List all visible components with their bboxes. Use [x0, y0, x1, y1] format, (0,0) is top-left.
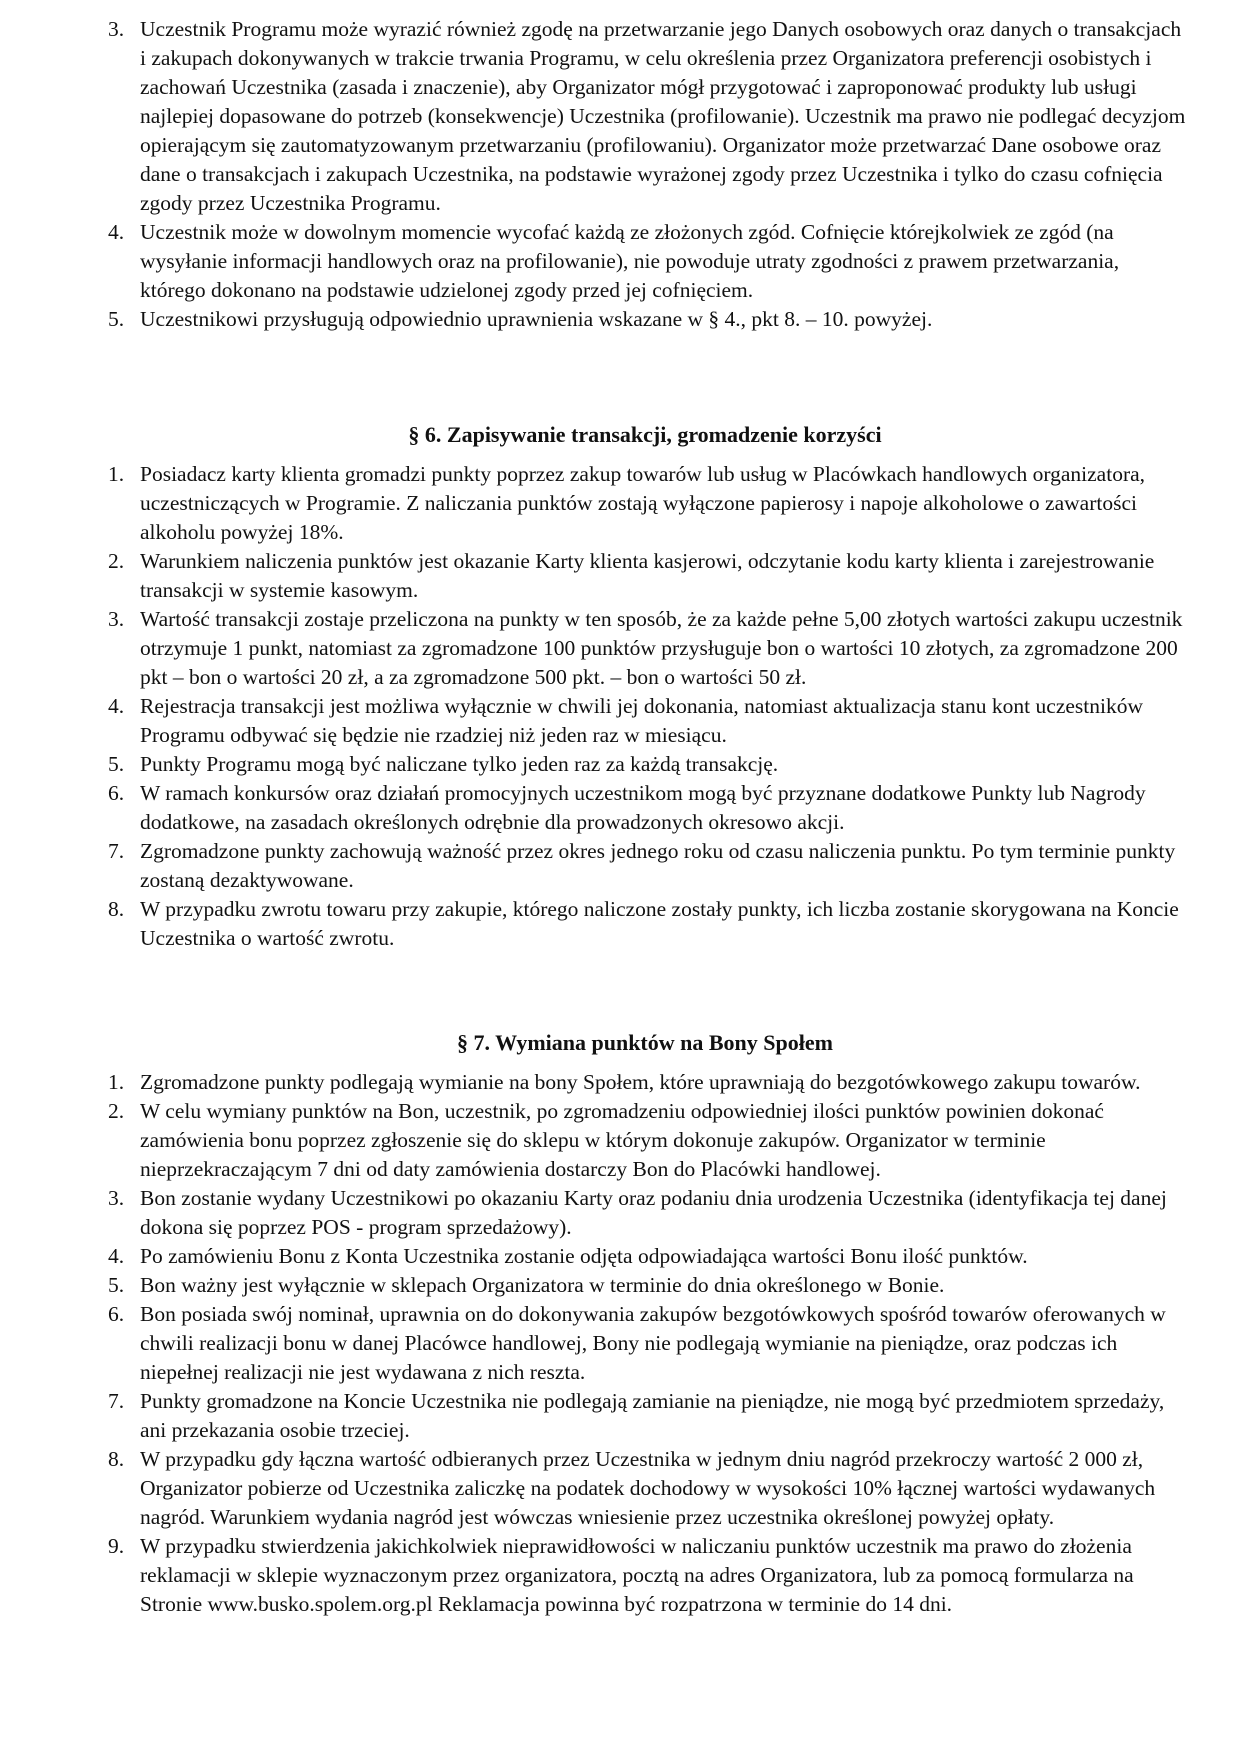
list-item	[100, 305, 1190, 334]
item-number: 1.	[108, 1070, 125, 1094]
item-text: W przypadku gdy łączna wartość odbieranych przez Uczestnika w jednym dniu nagród przekroczy wartość 2 000 zł, Organizator pobierze od Uczestnika zaliczkę na podatek dochodowy w wysokości 10% łącznej wartości wydawanych nagród. Warunkiem wydania nagród jest wówczas wniesienie przez uczestnika określonej powyżej opłaty.	[140, 1447, 1156, 1529]
list-item	[100, 1300, 1190, 1387]
list-item	[100, 1242, 1190, 1271]
list-item	[100, 547, 1190, 605]
list-item	[100, 837, 1190, 895]
item-text: Uczestnikowi przysługują odpowiednio uprawnienia wskazane w § 4., pkt 8. – 10. powyżej.	[140, 307, 933, 331]
section-7-list	[100, 1068, 1190, 1619]
list-item	[100, 1532, 1190, 1619]
item-text: Zgromadzone punkty zachowują ważność przez okres jednego roku od czasu naliczenia punktu. Po tym terminie punkty zostaną dezaktywowane.	[140, 839, 1176, 892]
item-text: Rejestracja transakcji jest możliwa wyłącznie w chwili jej dokonania, natomiast aktualizacja stanu kont uczestników Programu odbywać się będzie nie rzadziej niż jeden raz w miesiącu.	[140, 694, 1143, 747]
item-number: 3.	[108, 607, 125, 631]
section-6-list	[100, 460, 1190, 953]
item-text: Bon zostanie wydany Uczestnikowi po okazaniu Karty oraz podaniu dnia urodzenia Uczestnika (identyfikacja tej danej dokona się poprzez POS - program sprzedażowy).	[140, 1186, 1167, 1239]
item-text: Uczestnik Programu może wyrazić również zgodę na przetwarzanie jego Danych osobowych oraz danych o transakcjach i zakupach dokonywanych w trakcie trwania Programu, w celu określenia przez Organizatora preferencji osobistych i zachowań Uczestnika (zasada i znaczenie), aby Organizator mógł przygotować i zaproponować produkty lub usługi najlepiej dopasowane do potrzeb (konsekwencje) Uczestnika (profilowanie). Uczestnik ma prawo nie podlegać decyzjom opierającym się zautomatyzowanym przetwarzaniu (profilowaniu). Organizator może przetwarzać Dane osobowe oraz dane o transakcjach i zakupach Uczestnika, na podstawie wyrażonej zgody przez Uczestnika i tylko do czasu cofnięcia zgody przez Uczestnika Programu.	[140, 17, 1186, 215]
list-item	[100, 218, 1190, 305]
item-text: Bon ważny jest wyłącznie w sklepach Organizatora w terminie do dnia określonego w Bonie.	[140, 1273, 945, 1297]
item-number: 3.	[108, 1186, 125, 1210]
item-number: 5.	[108, 752, 125, 776]
item-text: W celu wymiany punktów na Bon, uczestnik, po zgromadzeniu odpowiedniej ilości punktów powinien dokonać zamówienia bonu poprzez zgłoszenie się do sklepu w którym dokonuje zakupów. Organizator w terminie nieprzekraczającym 7 dni od daty zamówienia dostarczy Bon do Placówki handlowej.	[140, 1099, 1104, 1181]
item-number: 2.	[108, 549, 125, 573]
section-7-heading: § 7. Wymiana punktów na Bony Społem	[457, 1030, 833, 1055]
item-number: 6.	[108, 781, 125, 805]
item-text: Bon posiada swój nominał, uprawnia on do dokonywania zakupów bezgotówkowych spośród towarów oferowanych w chwili realizacji bonu w danej Placówce handlowej, Bony nie podlegają wymianie na pieniądze, oraz podczas ich niepełnej realizacji nie jest wydawana z nich reszta.	[140, 1302, 1166, 1384]
item-number: 8.	[108, 897, 125, 921]
item-text: W przypadku stwierdzenia jakichkolwiek nieprawidłowości w naliczaniu punktów uczestnik ma prawo do złożenia reklamacji w sklepie wyznaczonym przez organizatora, pocztą na adres Organizatora, lub za pomocą formularza na Stronie www.busko.spolem.org.pl Reklamacja powinna być rozpatrzona w terminie do 14 dni.	[140, 1534, 1134, 1616]
list-item	[100, 1184, 1190, 1242]
item-text: Posiadacz karty klienta gromadzi punkty poprzez zakup towarów lub usług w Placówkach handlowych organizatora, uczestniczących w Programie. Z naliczania punktów zostają wyłączone papierosy i napoje alkoholowe o zawartości alkoholu powyżej 18%.	[140, 462, 1146, 544]
item-number: 7.	[108, 839, 125, 863]
item-number: 1.	[108, 462, 125, 486]
list-item	[100, 1068, 1190, 1097]
section-6-heading: § 6. Zapisywanie transakcji, gromadzenie korzyści	[408, 422, 882, 447]
item-text: Punkty Programu mogą być naliczane tylko jeden raz za każdą transakcję.	[140, 752, 779, 776]
item-number: 4.	[108, 220, 125, 244]
list-item	[100, 1271, 1190, 1300]
list-item	[100, 750, 1190, 779]
item-text: Zgromadzone punkty podlegają wymianie na bony Społem, które uprawniają do bezgotówkowego zakupu towarów.	[140, 1070, 1141, 1094]
list-item	[100, 779, 1190, 837]
item-number: 4.	[108, 694, 125, 718]
list-item	[100, 692, 1190, 750]
list-item	[100, 895, 1190, 953]
item-text: Po zamówieniu Bonu z Konta Uczestnika zostanie odjęta odpowiadająca wartości Bonu ilość punktów.	[140, 1244, 1028, 1268]
item-number: 9.	[108, 1534, 125, 1558]
item-text: Warunkiem naliczenia punktów jest okazanie Karty klienta kasjerowi, odczytanie kodu karty klienta i zarejestrowanie transakcji w systemie kasowym.	[140, 549, 1155, 602]
list-item	[100, 1097, 1190, 1184]
item-number: 8.	[108, 1447, 125, 1471]
item-text: Wartość transakcji zostaje przeliczona na punkty w ten sposób, że za każde pełne 5,00 złotych wartości zakupu uczestnik otrzymuje 1 punkt, natomiast za zgromadzone 100 punktów przysługuje bon o wartości 10 złotych, za zgromadzone 200 pkt – bon o wartości 20 zł, a za zgromadzone 500 pkt. – bon o wartości 50 zł.	[140, 607, 1183, 689]
list-item	[100, 1387, 1190, 1445]
item-number: 7.	[108, 1389, 125, 1413]
section-7-body	[100, 1068, 1190, 1619]
item-text: W ramach konkursów oraz działań promocyjnych uczestnikom mogą być przyznane dodatkowe Punkty lub Nagrody dodatkowe, na zasadach określonych odrębnie dla prowadzonych okresowo akcji.	[140, 781, 1146, 834]
section-6-body	[100, 460, 1190, 953]
item-number: 5.	[108, 307, 125, 331]
item-number: 6.	[108, 1302, 125, 1326]
item-text: Uczestnik może w dowolnym momencie wycofać każdą ze złożonych zgód. Cofnięcie którejkolwiek ze zgód (na wysyłanie informacji handlowych oraz na profilowanie), nie powoduje utraty zgodności z prawem przetwarzania, którego dokonano na podstawie udzielonej zgody przed jej cofnięciem.	[140, 220, 1120, 302]
list-item	[100, 15, 1190, 218]
item-text: W przypadku zwrotu towaru przy zakupie, którego naliczone zostały punkty, ich liczba zostanie skorygowana na Koncie Uczestnika o wartość zwrotu.	[140, 897, 1179, 950]
section-5-list	[100, 15, 1190, 334]
item-number: 4.	[108, 1244, 125, 1268]
list-item	[100, 1445, 1190, 1532]
item-number: 5.	[108, 1273, 125, 1297]
item-text: Punkty gromadzone na Koncie Uczestnika nie podlegają zamianie na pieniądze, nie mogą być przedmiotem sprzedaży, ani przekazania osobie trzeciej.	[140, 1389, 1165, 1442]
item-number: 2.	[108, 1099, 125, 1123]
list-item	[100, 460, 1190, 547]
item-number: 3.	[108, 17, 125, 41]
list-item	[100, 605, 1190, 692]
section-5-continuation	[100, 15, 1190, 334]
